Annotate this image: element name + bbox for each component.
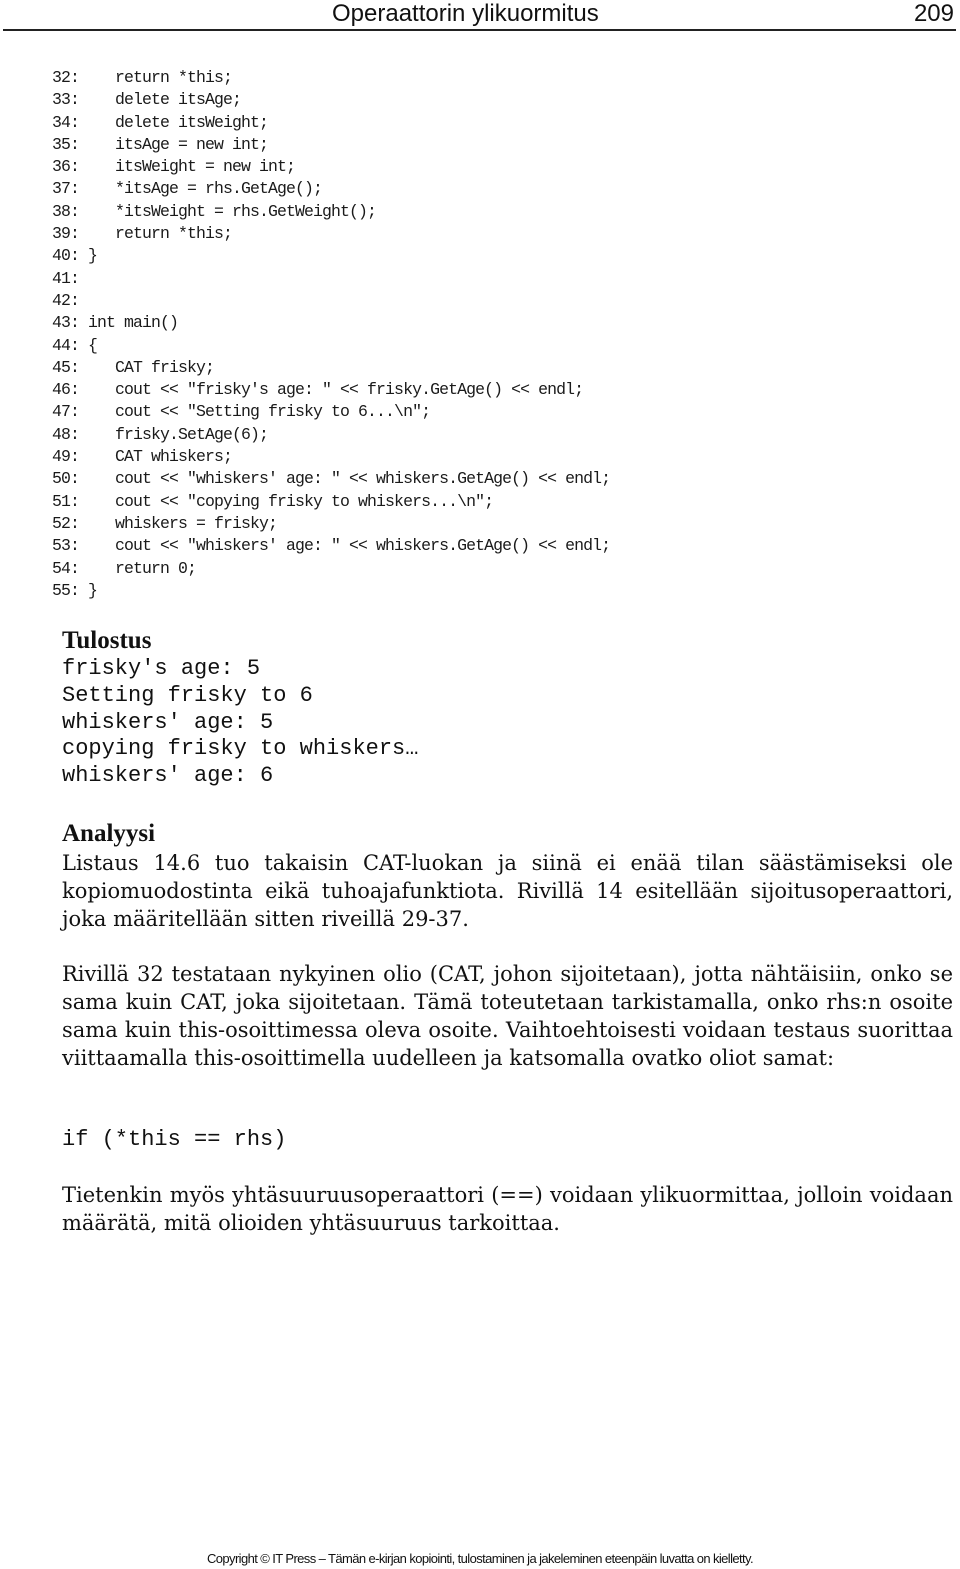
output-line: copying frisky to whiskers… — [62, 736, 419, 762]
code-line: 54: return 0; — [52, 558, 197, 578]
page-header — [0, 0, 960, 31]
code-listing — [52, 67, 610, 602]
copyright-footer: Copyright © IT Press – Tämän e-kirjan kopiointi, tulostaminen ja jakeleminen eteenpäin luvatta on kielletty. — [207, 1551, 753, 1566]
chapter-title: Operaattorin ylikuormitus — [332, 0, 599, 27]
code-line: 52: whiskers = frisky; — [52, 513, 278, 533]
code-line: 42: — [52, 290, 80, 310]
output-line: whiskers' age: 5 — [62, 709, 274, 735]
code-line: 55: } — [52, 580, 98, 600]
code-line: 34: delete itsWeight; — [52, 112, 269, 132]
analysis-heading: Analyysi — [62, 820, 156, 847]
code-line: 39: return *this; — [52, 224, 233, 244]
code-line: 33: delete itsAge; — [52, 90, 242, 110]
code-line: 36: itsWeight = new int; — [52, 157, 296, 177]
code-line: 38: *itsWeight = rhs.GetWeight(); — [52, 201, 377, 221]
code-line: 46: cout << "frisky's age: " << frisky.GetAge() << endl; — [52, 380, 584, 400]
output-line: frisky's age: 5 — [62, 656, 261, 681]
code-line: 47: cout << "Setting frisky to 6...\n"; — [52, 402, 431, 422]
output-line: whiskers' age: 6 — [62, 763, 274, 789]
code-line: 37: *itsAge = rhs.GetAge(); — [52, 179, 323, 199]
code-line: 40: } — [52, 246, 98, 266]
analysis-paragraph: Tietenkin myös yhtäsuuruusoperaattori (==) voidaan ylikuormittaa, jolloin voidaan määrätä, mitä olioiden yhtäsuuruus tarkoittaa. — [62, 1183, 953, 1235]
code-line: 32: return *this; — [52, 68, 233, 87]
code-line: 43: int main() — [52, 313, 179, 333]
code-line: 48: frisky.SetAge(6); — [52, 424, 269, 444]
code-line: 50: cout << "whiskers' age: " << whiskers.GetAge() << endl; — [52, 469, 611, 489]
output-line: Setting frisky to 6 — [62, 682, 313, 708]
analysis-paragraph: Rivillä 32 testataan nykyinen olio (CAT, johon sijoitetaan), jotta nähtäisiin, onko se sama kuin CAT, joka sijoitetaan. Tämä toteutetaan tarkistamalla, onko rhs:n osoite sama kuin this-osoittimessa oleva osoite. Vaihtoehtoisesti voidaan testaus suorittaa viittaamalla this-osoittimella uudelleen ja katsomalla ovatko oliot samat: — [62, 962, 953, 1070]
inline-code-example: if (*this == rhs) — [62, 1127, 287, 1152]
code-line: 53: cout << "whiskers' age: " << whiskers.GetAge() << endl; — [52, 536, 611, 556]
code-line: 35: itsAge = new int; — [52, 134, 269, 154]
code-line: 45: CAT frisky; — [52, 357, 215, 377]
analysis-paragraph: Listaus 14.6 tuo takaisin CAT-luokan ja siinä ei enää tilan säästämiseksi ole kopiomuodostinta eikä tuhoajafunktiota. Rivillä 14 esitellään sijoitusoperaattori, joka määritellään sitten riveillä 29-37. — [62, 851, 953, 931]
header-divider — [3, 29, 956, 31]
code-line: 49: CAT whiskers; — [52, 447, 233, 467]
code-line: 44: { — [52, 335, 98, 355]
output-heading: Tulostus — [62, 627, 152, 654]
code-line: 51: cout << "copying frisky to whiskers...\n"; — [52, 491, 494, 511]
page-number: 209 — [913, 0, 954, 27]
program-output — [62, 656, 418, 790]
code-line: 41: — [52, 268, 80, 288]
